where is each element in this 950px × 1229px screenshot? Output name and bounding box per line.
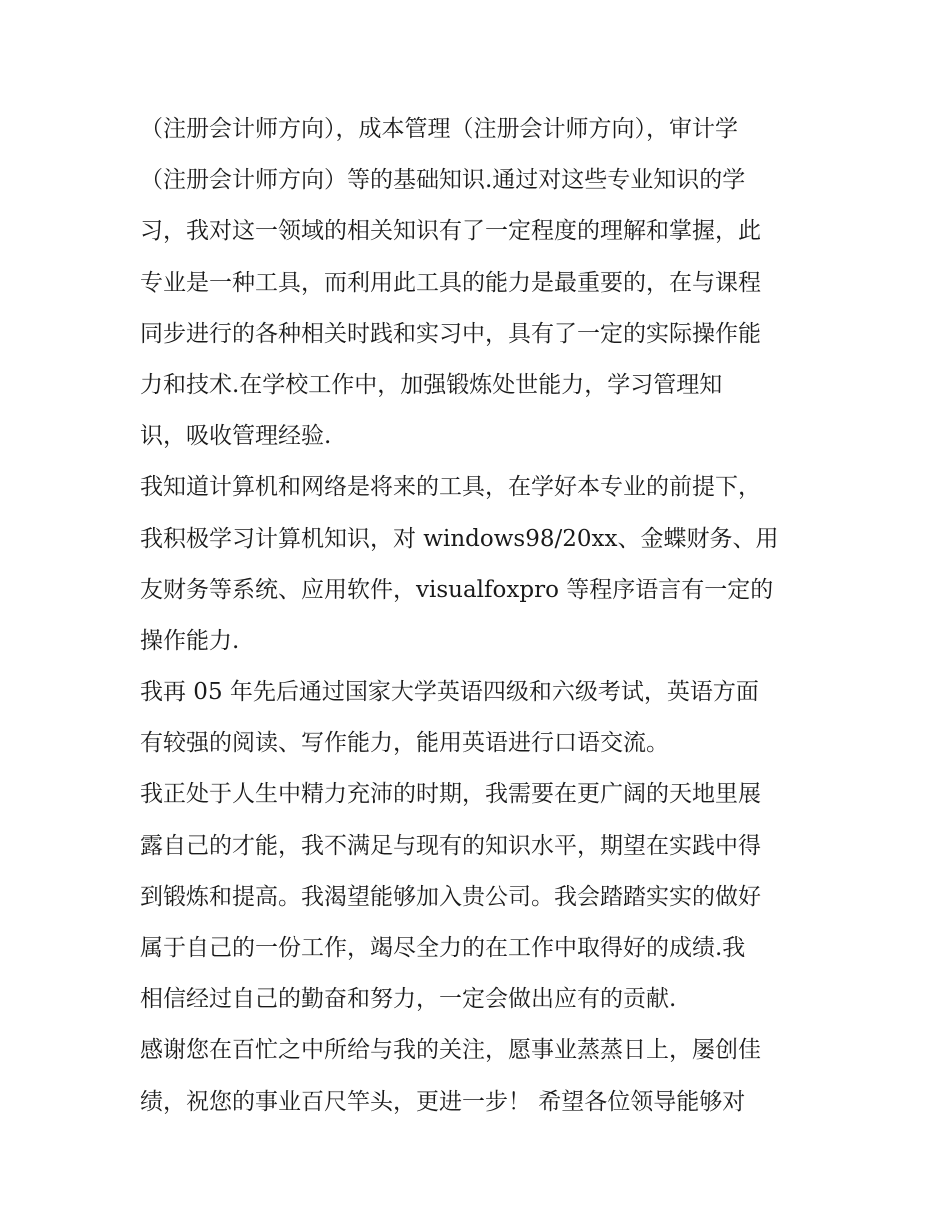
text-line: 绩，祝您的事业百尺竿头，更进一步！ 希望各位领导能够对 (140, 1088, 746, 1115)
text-line: 我再 05 年先后通过国家大学英语四级和六级考试，英语方面 (140, 679, 759, 706)
text-line: 我积极学习计算机知识，对 windows98/20xx、金蝶财务、用 (140, 525, 779, 552)
text-line: 我正处于人生中精力充沛的时期，我需要在更广阔的天地里展 (140, 781, 761, 808)
text-line: 习，我对这一领域的相关知识有了一定程度的理解和掌握，此 (140, 218, 761, 245)
text-line: 识，吸收管理经验. (140, 423, 332, 450)
text-line: 属于自己的一份工作，竭尽全力的在工作中取得好的成绩.我 (140, 935, 746, 961)
text-line: 力和技术.在学校工作中，加强锻炼处世能力，学习管理知 (140, 371, 723, 398)
text-line: （注册会计师方向）等的基础知识.通过对这些专业知识的学 (140, 167, 746, 194)
text-line: 到锻炼和提高。我渴望能够加入贵公司。我会踏踏实实的做好 (140, 883, 761, 910)
text-line: 露自己的才能，我不满足与现有的知识水平，期望在实践中得 (140, 832, 761, 859)
text-line: 相信经过自己的勤奋和努力，一定会做出应有的贡献. (140, 986, 677, 1013)
text-line: 同步进行的各种相关时践和实习中，具有了一定的实际操作能 (140, 320, 761, 347)
text-line: 操作能力. (140, 627, 240, 654)
text-line: （注册会计师方向），成本管理（注册会计师方向），审计学 (140, 116, 738, 142)
text-line: 专业是一种工具，而利用此工具的能力是最重要的，在与课程 (140, 269, 761, 296)
text-line: 有较强的阅读、写作能力，能用英语进行口语交流。 (140, 730, 669, 757)
body-text (140, 104, 820, 1128)
text-line: 友财务等系统、应用软件，visualfoxpro 等程序语言有一定的 (140, 576, 774, 603)
text-line: 感谢您在百忙之中所给与我的关注，愿事业蒸蒸日上，屡创佳 (140, 1037, 761, 1064)
text-line: 我知道计算机和网络是将来的工具，在学好本专业的前提下， (140, 474, 761, 501)
